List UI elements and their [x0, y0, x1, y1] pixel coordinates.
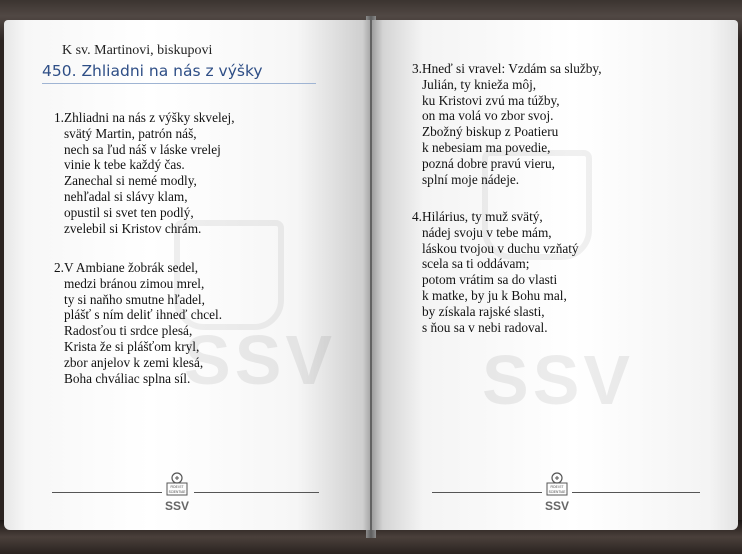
logo-letters: SSV — [164, 499, 190, 513]
verse-1 — [54, 110, 235, 236]
dedication: K sv. Martinovi, biskupovi — [62, 43, 213, 58]
logo-motto-2: SCIENTIAE — [168, 490, 186, 494]
verse-line: nech sa ľud náš v láske vrelej — [64, 141, 221, 157]
logo-motto-1: FIDEI ET — [550, 485, 564, 489]
verse-line: vinie k tebe každý čas. — [64, 157, 185, 173]
verse-line: zbor anjelov k zemi klesá, — [64, 354, 204, 370]
verse-line: ku Kristovi zvú ma túžby, — [422, 92, 560, 108]
verse-line: svätý Martin, patrón náš, — [64, 125, 197, 141]
verse-line: 1.Zhliadni na nás z výšky skvelej, — [54, 110, 235, 125]
footer-rule-left — [432, 492, 542, 493]
verse-line: Krista že si plášťom kryl, — [64, 338, 200, 354]
verse-line: zvelebil si Kristov chrám. — [64, 220, 202, 236]
footer-rule-right — [194, 492, 319, 493]
footer-rule-right — [572, 492, 700, 493]
verse-line: k nebesiam ma povedie, — [422, 139, 551, 155]
verse-line: 3.Hneď si vravel: Vzdám sa služby, — [412, 61, 602, 76]
verse-line: Zbožný biskup z Poatieru — [422, 124, 559, 140]
verse-line: Zanechal si nemé modly, — [64, 173, 197, 189]
verse-line: Julián, ty knieža môj, — [422, 76, 537, 92]
logo-motto-2: SCIENTIAE — [548, 490, 566, 494]
verse-line: s ňou sa v nebi radoval. — [422, 319, 548, 335]
verse-line: 2.V Ambiane žobrák sedel, — [54, 260, 199, 275]
right-page — [372, 20, 738, 530]
verse-4 — [412, 209, 579, 335]
left-page — [4, 20, 370, 530]
verse-line: scela sa ti oddávam; — [422, 256, 530, 272]
watermark-letters: SSV — [184, 321, 337, 399]
verse-line: medzi bránou zimou mrel, — [64, 275, 205, 291]
logo-letters: SSV — [544, 499, 570, 513]
verse-line: opustil si svet ten podlý, — [64, 204, 194, 220]
watermark-letters: SSV — [482, 341, 635, 419]
verse-line: pozná dobre pravú vieru, — [422, 155, 555, 171]
verse-2 — [54, 260, 222, 386]
ssv-logo-icon — [544, 472, 570, 514]
verse-line: plášť s ním deliť ihneď chcel. — [64, 307, 223, 323]
verse-line: on ma volá vo zbor svoj. — [422, 108, 554, 124]
verse-line: 4.Hilárius, ty muž svätý, — [412, 209, 543, 224]
song-title: 450. Zhliadni na nás z výšky — [42, 62, 263, 80]
verse-line: nehľadal si slávy klam, — [64, 188, 188, 204]
verse-line: potom vrátim sa do vlasti — [422, 272, 558, 288]
logo-motto-1: FIDEI ET — [170, 485, 184, 489]
ssv-logo-icon — [164, 472, 190, 514]
publisher-logo — [544, 472, 570, 514]
verse-line: Boha chváliac splna síl. — [64, 370, 191, 386]
verse-line: Radosťou ti srdce plesá, — [64, 323, 193, 339]
verse-line: ty si naňho smutne hľadel, — [64, 291, 205, 307]
footer-rule-left — [52, 492, 162, 493]
publisher-logo — [164, 472, 190, 514]
verse-line: splní moje nádeje. — [422, 171, 520, 187]
title-rule — [42, 83, 316, 84]
verse-3 — [412, 61, 602, 187]
verse-line: láskou tvojou v duchu vzňatý — [422, 240, 579, 256]
verse-line: k matke, by ju k Bohu mal, — [422, 287, 567, 303]
verse-line: nádej svoju v tebe mám, — [422, 224, 552, 240]
verse-line: by získala rajské slasti, — [422, 303, 545, 319]
